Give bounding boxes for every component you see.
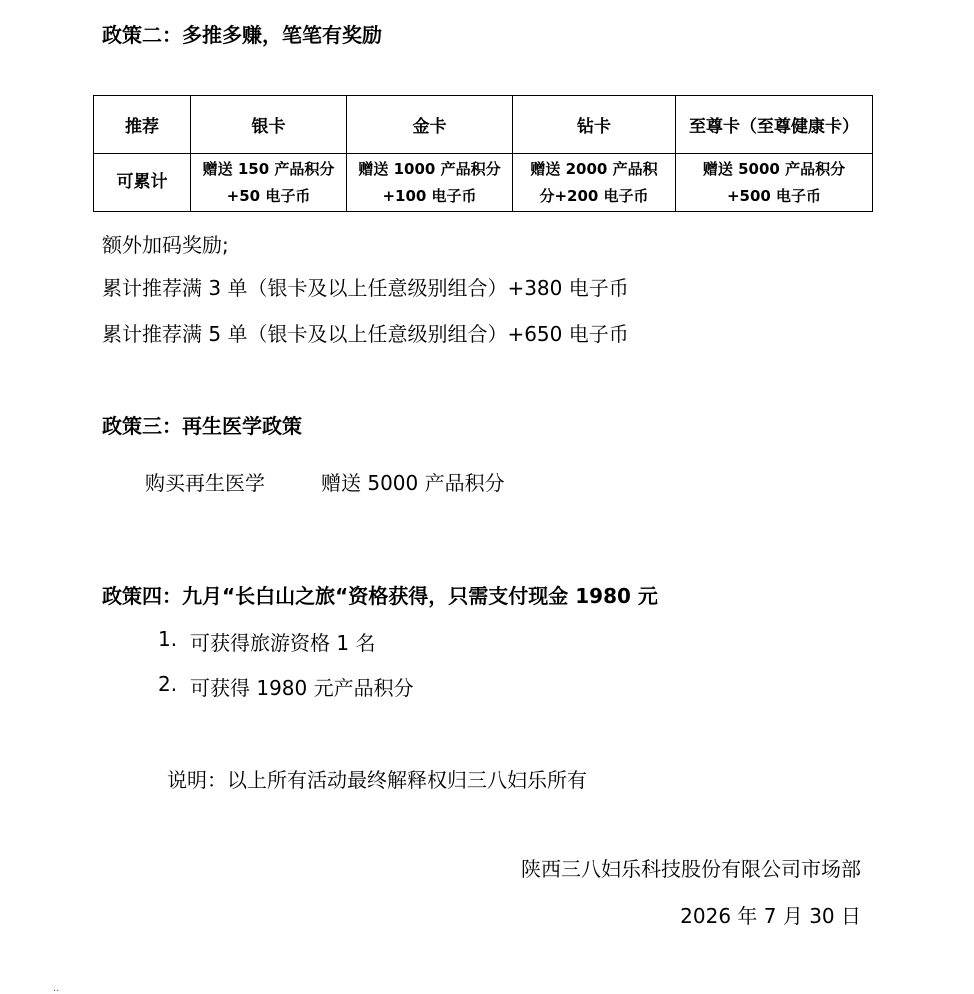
table-header-cell: 金卡 [347,96,513,154]
rewards-table [93,95,873,212]
table-cell-supreme [676,154,873,212]
cell-line: 赠送 1000 产品积分 [358,159,501,178]
table-header-cell: 钻卡 [513,96,676,154]
cell-line: +50 电子币 [226,186,311,205]
policy3-item-right: 赠送 5000 产品积分 [321,471,505,495]
policy4-heading: 政策四：九月“长白山之旅“资格获得，只需支付现金 1980 元 [102,584,658,608]
signature-company: 陕西三八妇乐科技股份有限公司市场部 [521,857,861,881]
table-header-cell: 至尊卡（至尊健康卡） [676,96,873,154]
list-item-number: 1. [158,627,178,651]
extra-bonus-item: 累计推荐满 3 单（银卡及以上任意级别组合）+380 电子币 [102,276,629,300]
table-row [94,154,873,212]
list-item: 可获得旅游资格 1 名 [190,631,376,655]
cell-line: +500 电子币 [726,186,822,205]
list-item-number: 2. [158,672,178,696]
extra-bonus-item: 累计推荐满 5 单（银卡及以上任意级别组合）+650 电子币 [102,322,629,346]
cell-line: 赠送 2000 产品积 [530,159,658,178]
table-header-cell: 银卡 [191,96,347,154]
table-header-cell: 推荐 [94,96,191,154]
policy2-heading: 政策二：多推多赚，笔笔有奖励 [102,23,382,47]
extra-bonus-title: 额外加码奖励; [102,233,229,257]
cell-line: 分+200 电子币 [539,186,649,205]
table-row-label: 可累计 [94,154,191,212]
signature-date: 2026 年 7 月 30 日 [680,904,861,928]
cell-line: 赠送 150 产品积分 [202,159,335,178]
list-item: 可获得 1980 元产品积分 [190,676,414,700]
policy3-heading: 政策三：再生医学政策 [102,414,302,438]
cell-line: 赠送 5000 产品积分 [702,159,846,178]
policy3-item-left: 购买再生医学 [145,471,265,495]
table-cell-silver [191,154,347,212]
disclaimer-note: 说明：以上所有活动最终解释权归三八妇乐所有 [167,768,587,792]
footer-mark: .. [53,983,60,994]
table-cell-gold [347,154,513,212]
table-cell-diamond [513,154,676,212]
cell-line: +100 电子币 [382,186,477,205]
table-header-row [94,96,873,154]
